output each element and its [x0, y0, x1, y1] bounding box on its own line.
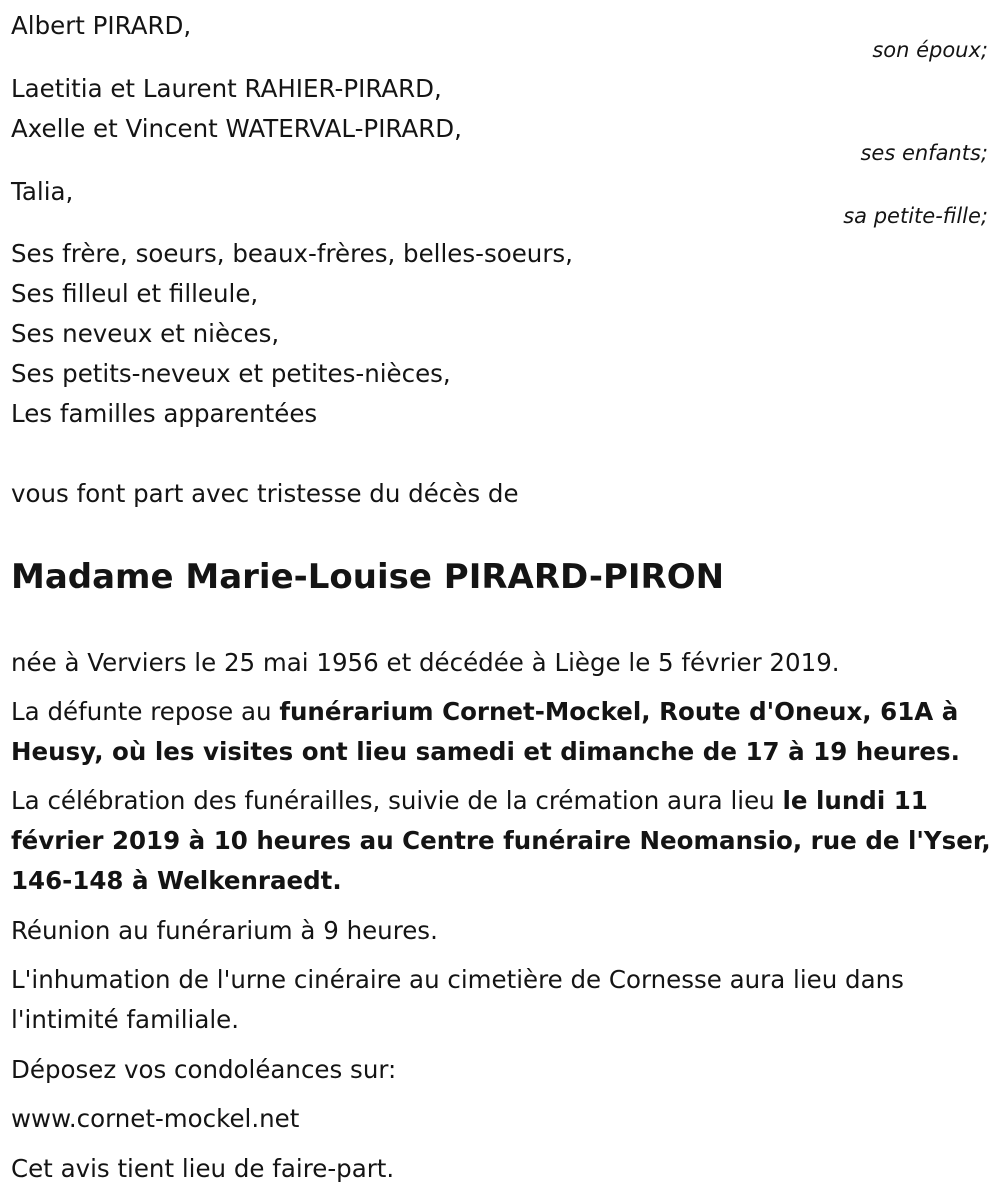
relatives-line-2: Ses filleul et filleule,: [11, 279, 259, 308]
relatives-line-5: Les familles apparentées: [11, 399, 318, 428]
ceremony-paragraph: [11, 781, 991, 901]
relatives-line-4: Ses petits-neveux et petites-nièces,: [11, 359, 451, 388]
husband-name: Albert PIRARD,: [11, 11, 192, 40]
child-name-2: Axelle et Vincent WATERVAL-PIRARD,: [11, 114, 462, 143]
ceremony-intro: La célébration des funérailles, suivie de la crémation aura lieu: [11, 786, 783, 815]
meeting-text: Réunion au funérarium à 9 heures.: [11, 916, 438, 945]
condolences-website-link[interactable]: www.cornet-mockel.net: [11, 1104, 300, 1133]
repose-place: funérarium Cornet-Mockel, Route d'Oneux, 61A à Heusy, où les visites ont lieu samedi et dimanche de 17 à 19 heures.: [11, 697, 960, 766]
child-name-1: Laetitia et Laurent RAHIER-PIRARD,: [11, 74, 442, 103]
repose-intro: La défunte repose au: [11, 697, 280, 726]
granddaughter-role: sa petite-fille;: [843, 204, 988, 228]
ceremony-details: le lundi 11 février 2019 à 10 heures au Centre funéraire Neomansio, rue de l'Yser, 146-148 à Welkenraedt.: [11, 786, 991, 895]
relatives-line-3: Ses neveux et nièces,: [11, 319, 280, 348]
inhumation-paragraph: L'inhumation de l'urne cinéraire au cimetière de Cornesse aura lieu dans l'intimité familiale.: [11, 965, 904, 1034]
children-role: ses enfants;: [860, 141, 988, 165]
deceased-name: Madame Marie-Louise PIRARD-PIRON: [11, 557, 725, 597]
birth-death-text: née à Verviers le 25 mai 1956 et décédée à Liège le 5 février 2019.: [11, 648, 840, 677]
condolences-label: Déposez vos condoléances sur:: [11, 1055, 397, 1084]
announcement-text: vous font part avec tristesse du décès de: [11, 479, 519, 508]
relatives-line-1: Ses frère, soeurs, beaux-frères, belles-soeurs,: [11, 239, 573, 268]
repose-paragraph: [11, 692, 991, 772]
granddaughter-name: Talia,: [11, 177, 74, 206]
closing-text: Cet avis tient lieu de faire-part.: [11, 1154, 395, 1183]
husband-role: son époux;: [872, 38, 988, 62]
